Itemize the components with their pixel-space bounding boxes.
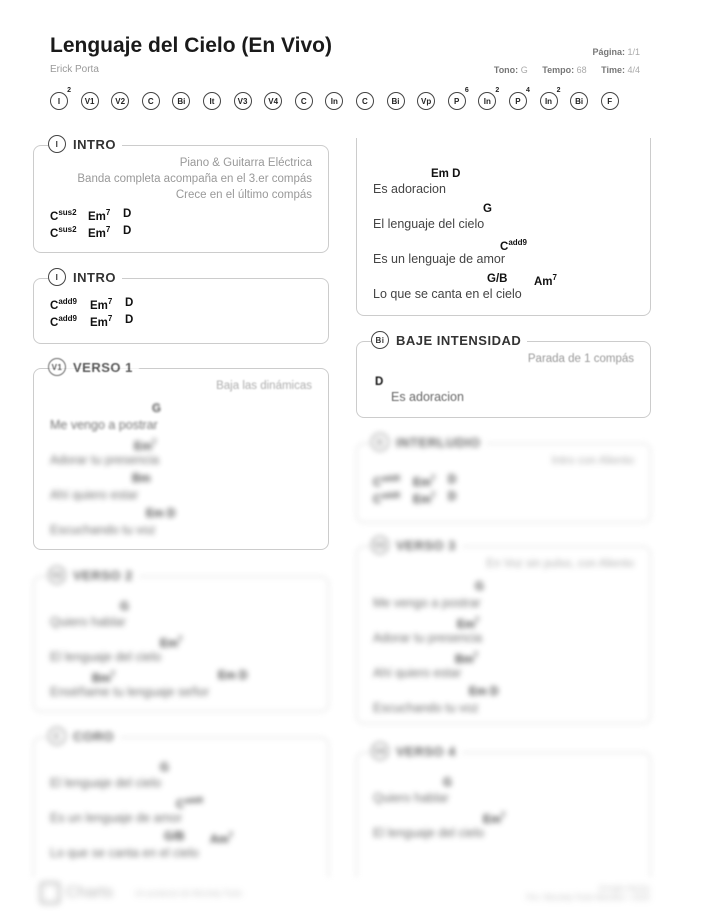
section-verse-3 — [356, 537, 651, 724]
chord: Am$^7$ — [534, 273, 557, 288]
song-meta: Tono: G Tempo: 68 Time: 4/4 — [493, 65, 640, 75]
lyric-line: Es adoracion — [373, 182, 446, 196]
chord: Em D — [218, 670, 248, 682]
chord: Em$^7$ — [90, 297, 113, 312]
section-interludio — [356, 434, 651, 523]
chord: Em$^7$ — [413, 491, 436, 506]
section-chorus-continued — [356, 138, 651, 316]
footer-text: Un producto de Worship Tools — [135, 888, 242, 898]
brand-name: Charts — [66, 884, 114, 901]
chord: $C^{add9}$ — [500, 238, 527, 253]
lyric-line: Quiero hablar — [373, 791, 449, 805]
chord: G — [120, 601, 129, 613]
section-badge: V1 — [48, 358, 66, 376]
chord: $C^{add9}$ — [50, 314, 77, 329]
section-note: Banda completa acompaña en el 3.er compás — [77, 173, 312, 185]
lyric-line: El lenguaje del cielo — [50, 650, 162, 664]
chord: G — [475, 581, 484, 593]
chord: $C^{add9}$ — [50, 297, 77, 312]
chord: $C^{sus2}$ — [50, 208, 77, 223]
section-title: BAJE INTENSIDAD — [396, 332, 522, 348]
lyric-line: Lo que se canta en el cielo — [50, 846, 199, 860]
chord: Em$^7$ — [483, 811, 506, 826]
chord: $C^{add9}$ — [373, 491, 400, 506]
roadmap-item: Bi — [570, 92, 588, 110]
chord: Bm$^7$ — [455, 651, 478, 666]
chord: Em D — [431, 168, 461, 180]
section-verse-1 — [33, 359, 329, 550]
chord: G — [152, 403, 161, 415]
chord: D — [125, 314, 134, 326]
roadmap-item: C — [142, 92, 160, 110]
section-badge: V3 — [371, 536, 389, 554]
lyric-line: Quiero hablar — [50, 615, 126, 629]
chord: G — [483, 203, 492, 215]
section-header — [48, 566, 139, 584]
lyric-line: Me vengo a postrar — [373, 596, 481, 610]
section-header — [48, 135, 122, 153]
section-badge: Bi — [371, 331, 389, 349]
section-baje-intensidad — [356, 332, 651, 418]
charts-logo-icon — [40, 882, 60, 904]
lyric-line: Es un lenguaje de amor — [50, 811, 183, 825]
section-chorus — [33, 728, 329, 877]
chord: Em$^7$ — [160, 635, 183, 650]
chord: G/B — [164, 831, 185, 843]
chord: Em D — [469, 686, 499, 698]
chord: D — [448, 474, 457, 486]
chord: G — [443, 777, 452, 789]
section-note: Piano & Guitarra Eléctrica — [179, 157, 312, 169]
chord: Bm — [132, 473, 151, 485]
section-verse-2 — [33, 567, 329, 712]
lyric-line: Escuchando tu voz — [373, 701, 479, 715]
section-title: VERSO 1 — [73, 359, 133, 375]
roadmap-item: F — [601, 92, 619, 110]
chord: Em D — [146, 508, 176, 520]
section-badge: It — [371, 433, 389, 451]
lyric-line: El lenguaje del cielo — [50, 776, 162, 790]
chord: G — [160, 762, 169, 774]
section-intro-1 — [33, 136, 329, 253]
song-title: Lenguaje del Cielo (En Vivo) — [50, 34, 332, 57]
section-note: Baja las dinámicas — [216, 380, 312, 392]
page-info: Página: 1/1 — [592, 47, 640, 57]
chord: D — [375, 376, 384, 388]
section-intro-2 — [33, 269, 329, 344]
section-header — [48, 268, 122, 286]
section-note: Crece en el último compás — [175, 189, 312, 201]
lyric-line: Enséñame tu lenguaje señor — [50, 685, 210, 699]
chord: $C^{add9}$ — [373, 474, 400, 489]
section-title: VERSO 3 — [396, 537, 456, 553]
chord: D — [125, 297, 134, 309]
chord: G/B — [487, 273, 508, 285]
footer-credits: Arreglo Hecho Por: Worship Tools Member • 2025 — [526, 884, 650, 902]
artist-name: Erick Porta — [50, 64, 99, 75]
section-title: CORO — [73, 728, 114, 744]
chord: Em$^7$ — [457, 616, 480, 631]
section-badge: V2 — [48, 566, 66, 584]
song-roadmap — [50, 87, 631, 110]
section-header — [48, 727, 120, 745]
roadmap-item: Bi — [172, 92, 190, 110]
roadmap-item: C — [295, 92, 313, 110]
section-badge: I — [48, 268, 66, 286]
section-note: En Voz sin pulso, con Aliento — [486, 558, 634, 570]
lyric-line: Escuchando tu voz — [50, 523, 156, 537]
chord: Em$^7$ — [88, 225, 111, 240]
chord: D — [123, 225, 132, 237]
section-header — [48, 358, 139, 376]
roadmap-item: C — [356, 92, 374, 110]
chord: Em$^7$ — [413, 474, 436, 489]
section-badge: V4 — [371, 742, 389, 760]
lyric-line: Lo que se canta en el cielo — [373, 287, 522, 301]
chord: Em$^7$ — [90, 314, 113, 329]
roadmap-item: V3 — [234, 92, 252, 110]
section-note: Intro con Aliento — [551, 455, 634, 467]
roadmap-item: P 4 — [509, 92, 527, 110]
lyric-line: Ahí quiero estar — [373, 666, 462, 680]
section-badge: C — [48, 727, 66, 745]
chord: Em$^7$ — [134, 438, 157, 453]
section-title: VERSO 2 — [73, 567, 133, 583]
lyric-line: Me vengo a postrar — [50, 418, 158, 432]
chord: Em$^7$ — [88, 208, 111, 223]
chord: D — [123, 208, 132, 220]
chord: D — [448, 491, 457, 503]
lyric-line: Adorar tu presencia — [50, 453, 160, 467]
lyric-line: El lenguaje del cielo — [373, 826, 485, 840]
roadmap-item: In — [325, 92, 343, 110]
roadmap-item: In 2 — [478, 92, 496, 110]
section-header — [371, 433, 486, 451]
footer — [40, 882, 242, 904]
chord: $C^{sus2}$ — [50, 225, 77, 240]
chord: Am$^7$ — [210, 831, 233, 846]
roadmap-item: V2 — [111, 92, 129, 110]
section-title: INTRO — [73, 269, 116, 285]
roadmap-item: It — [203, 92, 221, 110]
section-title: INTRO — [73, 136, 116, 152]
lyric-line: Es adoracion — [391, 390, 464, 404]
roadmap-item: Bi — [387, 92, 405, 110]
section-badge: I — [48, 135, 66, 153]
roadmap-item: V1 — [81, 92, 99, 110]
section-header — [371, 331, 527, 349]
lyric-line: El lenguaje del cielo — [373, 217, 485, 231]
chord: Bm$^7$ — [92, 670, 115, 685]
roadmap-item: P 6 — [448, 92, 466, 110]
section-title: INTERLUDIO — [396, 434, 481, 450]
roadmap-item: Vp — [417, 92, 435, 110]
section-title: VERSO 4 — [396, 743, 456, 759]
lyric-line: Adorar tu presencia — [373, 631, 483, 645]
lyric-line: Es un lenguaje de amor — [373, 252, 506, 266]
roadmap-item: In 2 — [540, 92, 558, 110]
lyric-line: Ahí quiero estar — [50, 488, 139, 502]
roadmap-item: V4 — [264, 92, 282, 110]
chord: $C^{add9}$ — [176, 796, 203, 811]
section-header — [371, 742, 462, 760]
section-verse-4 — [356, 743, 651, 877]
section-header — [371, 536, 462, 554]
section-note: Parada de 1 compás — [527, 353, 634, 365]
roadmap-item: I 2 — [50, 92, 68, 110]
